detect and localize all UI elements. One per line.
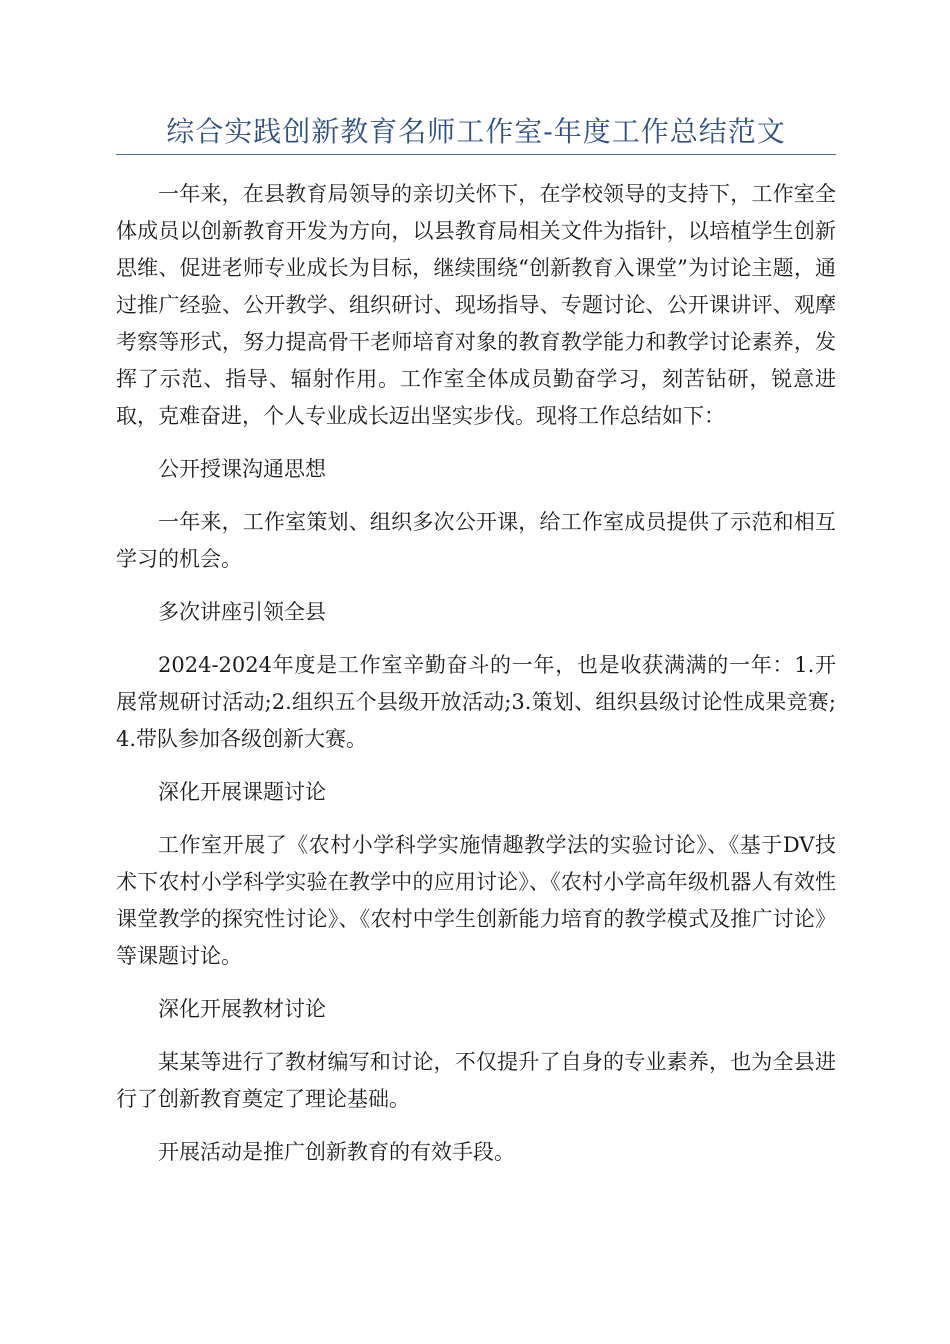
section-heading-research-topics: 深化开展课题讨论 (158, 780, 326, 804)
paragraph-research-topics: 工作室开展了《农村小学科学实施情趣教学法的实验讨论》、《基于DV技术下农村小学科学实验在教学中的应用讨论》、《农村小学高年级机器人有效性课堂教学的探究性讨论》、《农村中学生创新能力培育的教学模式及推广讨论》等课题讨论。 (116, 833, 836, 968)
paragraph-lectures: 2024-2024年度是工作室辛勤奋斗的一年，也是收获满满的一年：1.开展常规研讨活动;2.组织五个县级开放活动;3.策划、组织县级讨论性成果竞赛;4.带队参加各级创新大赛。 (116, 653, 836, 751)
document-body (116, 176, 836, 1187)
section-heading-lectures: 多次讲座引领全县 (158, 600, 326, 624)
paragraph-public-lessons: 一年来，工作室策划、组织多次公开课，给工作室成员提供了示范和相互学习的机会。 (116, 510, 836, 571)
document-title: 综合实践创新教育名师工作室-年度工作总结范文 (166, 115, 786, 148)
section-heading-public-lessons: 公开授课沟通思想 (158, 457, 326, 481)
paragraph-textbook-research: 某某等进行了教材编写和讨论，不仅提升了自身的专业素养，也为全县进行了创新教育奠定了理论基础。 (116, 1050, 836, 1111)
title-underline (116, 154, 836, 155)
section-heading-activities: 开展活动是推广创新教育的有效手段。 (158, 1140, 515, 1164)
paragraph-intro: 一年来，在县教育局领导的亲切关怀下，在学校领导的支持下，工作室全体成员以创新教育开发为方向，以县教育局相关文件为指针，以培植学生创新思维、促进老师专业成长为目标，继续围绕“创新教育入课堂”为讨论主题，通过推广经验、公开教学、组织研讨、现场指导、专题讨论、公开课讲评、观摩考察等形式，努力提高骨干老师培育对象的教育教学能力和教学讨论素养，发挥了示范、指导、辐射作用。工作室全体成员勤奋学习，刻苦钻研，锐意进取，克难奋进，个人专业成长迈出坚实步伐。现将工作总结如下： (116, 182, 836, 428)
section-heading-textbook-research: 深化开展教材讨论 (158, 997, 326, 1021)
